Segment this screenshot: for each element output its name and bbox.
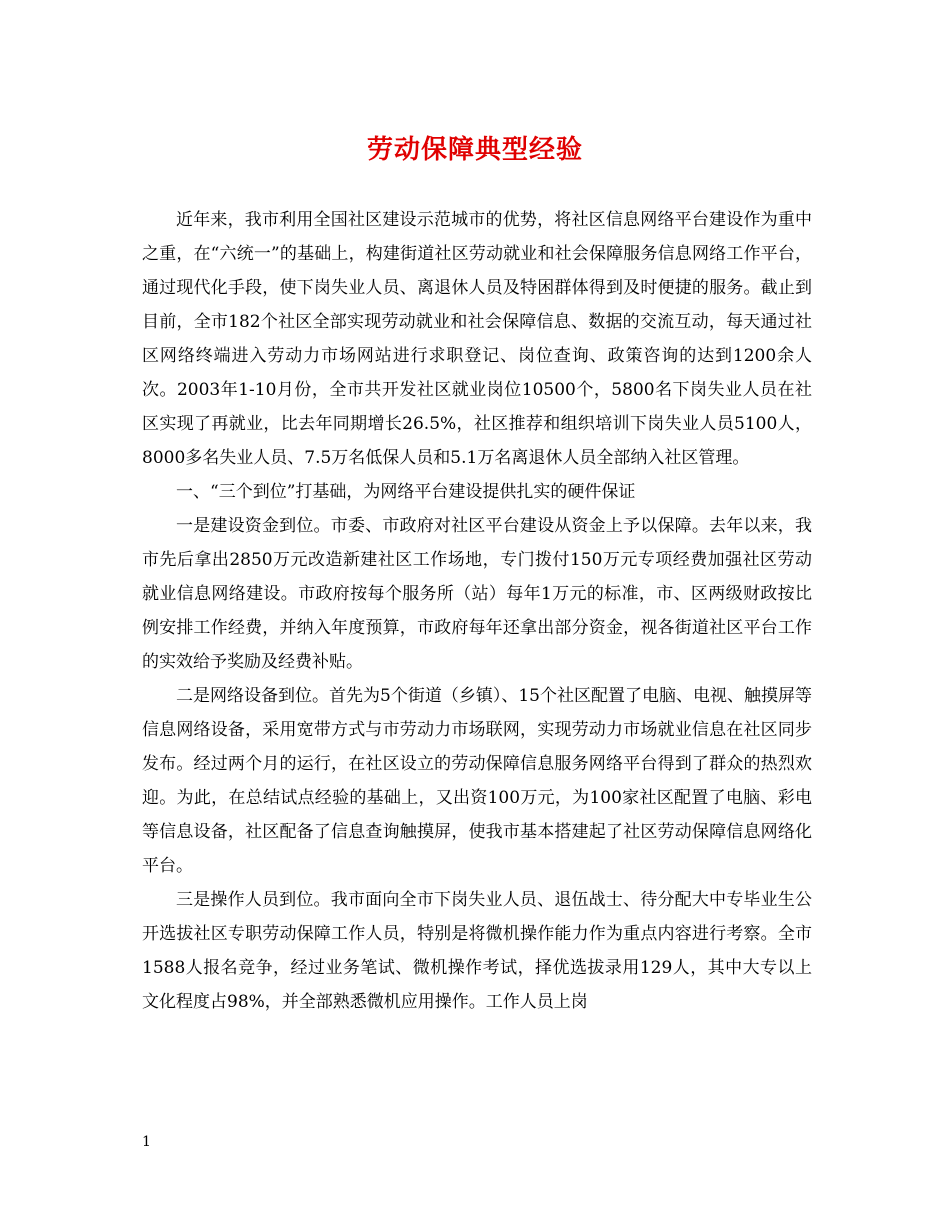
paragraph-section-heading: 一、“三个到位”打基础，为网络平台建设提供扎实的硬件保证 — [176, 482, 636, 502]
document-title: 劳动保障典型经验 — [366, 135, 583, 165]
document-body — [142, 203, 812, 1019]
paragraph-intro: 近年来，我市利用全国社区建设示范城市的优势，将社区信息网络平台建设作为重中之重，在“六统一”的基础上，构建街道社区劳动就业和社会保障服务信息网络工作平台，通过现代化手段，使下岗失业人员、离退休人员及特困群体得到及时便捷的服务。截止到目前，全市182个社区全部实现劳动就业和社会保障信息、数据的交流互动，每天通过社区网络终端进入劳动力市场网站进行求职登记、岗位查询、政策咨询的达到1200余人次。2003年1-10月份，全市共开发社区就业岗位10500个，5800名下岗失业人员在社区实现了再就业，比去年同期增长26.5%，社区推荐和组织培训下岗失业人员5100人，8000多名失业人员、7.5万名低保人员和5.1万名离退休人员全部纳入社区管理。 — [142, 210, 812, 468]
paragraph-staff: 三是操作人员到位。我市面向全市下岗失业人员、退伍战士、待分配大中专毕业生公开选拔社区专职劳动保障工作人员，特别是将微机操作能力作为重点内容进行考察。全市1588人报名竞争，经过业务笔试、微机操作考试，择优选拔录用129人，其中大专以上文化程度占98%，并全部熟悉微机应用操作。工作人员上岗 — [142, 890, 812, 1012]
paragraph-equipment: 二是网络设备到位。首先为5个街道（乡镇）、15个社区配置了电脑、电视、触摸屏等信息网络设备，采用宽带方式与市劳动力市场联网，实现劳动力市场就业信息在社区同步发布。经过两个月的运行，在社区设立的劳动保障信息服务网络平台得到了群众的热烈欢迎。为此，在总结试点经验的基础上，又出资100万元，为100家社区配置了电脑、彩电等信息设备，社区配备了信息查询触摸屏，使我市基本搭建起了社区劳动保障信息网络化平台。 — [142, 686, 812, 876]
paragraph-funding: 一是建设资金到位。市委、市政府对社区平台建设从资金上予以保障。去年以来，我市先后拿出2850万元改造新建社区工作场地，专门拨付150万元专项经费加强社区劳动就业信息网络建设。市政府按每个服务所（站）每年1万元的标准，市、区两级财政按比例安排工作经费，并纳入年度预算，市政府每年还拿出部分资金，视各街道社区平台工作的实效给予奖励及经费补贴。 — [142, 516, 812, 672]
page-number: 1 — [142, 1134, 151, 1150]
